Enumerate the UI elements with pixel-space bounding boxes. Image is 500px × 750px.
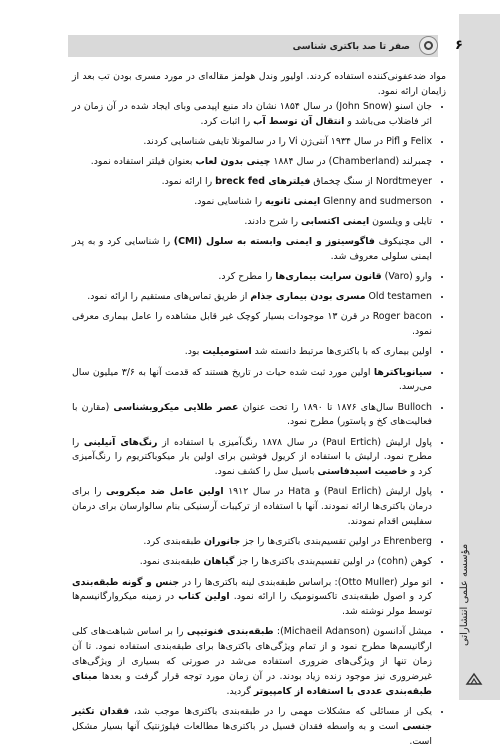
item-text: پاول ارلیش (Paul Erlich) و Hata در سال ۱۹۱۲ <box>223 486 433 498</box>
top-margin <box>0 0 500 14</box>
item-text: را ارائه نمود. <box>161 176 216 187</box>
bold-term: جانوران <box>203 536 241 548</box>
item-text: Glenny and sudmerson <box>320 196 432 208</box>
item-text: وارو (Varo) <box>381 271 432 283</box>
item-text: را شناسایی نمود. <box>194 196 265 208</box>
item-text: Old testamen <box>365 291 432 303</box>
item-text: را مطرح نمود. ارلیش با استفاده از کریول فوشین برای اولین بار میکوباکتریوم را رنگ‌آمیزی کرد و <box>72 436 432 478</box>
list-item <box>72 436 432 481</box>
item-text: Bulloch سال‌های ۱۸۷۶ تا ۱۸۹۰ را تحت عنوان <box>238 401 432 413</box>
item-text: میشل آدانسون (Michaeil Adanson): <box>273 626 432 638</box>
item-text: Ehrenberg در اولین تقسیم‌بندی باکتری‌ها را جز <box>240 536 432 548</box>
list-item <box>72 705 432 750</box>
bold-term: ایمنی ثانویه <box>265 196 321 208</box>
item-text: باسیل سل را کشف نمود. <box>214 466 318 478</box>
list-item <box>72 135 432 150</box>
intro-paragraph: مواد ضدعفونی‌کننده استفاده کردند. اولیور وندل هولمز مقاله‌ای در مورد مسری بودن تب بعد از زایمان ارائه نمود. <box>72 71 446 97</box>
list-item <box>72 270 432 285</box>
list-item <box>72 576 432 621</box>
list-item <box>72 100 432 130</box>
item-text: را اثبات کرد. <box>200 115 254 127</box>
bold-term: ایمنی اکتسابی <box>301 216 370 228</box>
publisher-logo-icon <box>419 36 438 55</box>
list-item <box>72 155 432 170</box>
list-item <box>72 555 432 570</box>
bold-term: فاگوسیتوز و ایمنی وابسته به سلول (CMI) <box>173 236 375 248</box>
bold-term: استومیلیت <box>202 346 252 358</box>
history-list <box>72 100 446 750</box>
list-item <box>72 625 432 700</box>
item-text: Roger bacon در قرن ۱۳ موجودات بسیار کوچک غیر قابل مشاهده را عامل بیماری معرفی نمود. <box>72 311 432 338</box>
list-item <box>72 485 432 530</box>
item-text: بعنوان فیلتر استفاده نمود. <box>90 155 196 167</box>
bold-term: سیانوباکترها <box>373 366 432 378</box>
item-text: کوهن (cohn) در اولین تقسیم‌بندی باکتری‌ها را جز <box>234 556 432 568</box>
bold-term: مبنای طبقه‌بندی عددی با استفاده از کامپیوتر <box>72 671 432 698</box>
bold-term: جنس و گونه طبقه‌بندی <box>72 576 180 588</box>
page-number: ۶ <box>455 38 463 53</box>
bold-term: عصر طلایی میکروبشناسی <box>113 401 239 413</box>
publisher-mark-icon <box>465 672 483 686</box>
item-text: است و به واسطه فقدان فسیل در باکتری‌ها مطالعات فیلوژنتیک آنها بسیار مشکل است. <box>72 721 432 747</box>
bold-term: اولین عامل ضد میکروبی <box>105 486 224 498</box>
page-content <box>72 70 446 747</box>
item-text: را مطرح کرد. <box>218 271 276 283</box>
item-text: Nordtmeyer از سنگ چخماق <box>310 176 432 187</box>
item-text: طبقه‌بندی نمود. <box>139 556 204 568</box>
bold-term: اولین کتاب <box>178 591 230 603</box>
item-text: کرد و اصول طبقه‌بندی تاکسونومیک را ارائه نمود. <box>229 591 432 603</box>
list-item <box>72 366 432 396</box>
item-text: پاول ارلیش (Paul Ertich) در سال ۱۸۷۸ رنگ‌آمیزی با استفاده از <box>157 436 433 448</box>
bold-term: انتقال آن توسط آب <box>253 115 345 127</box>
item-text: (مقارن با فعالیت‌های کخ و پاستور) مطرح نمود. <box>72 401 432 428</box>
bold-term: چینی بدون لعاب <box>195 155 271 167</box>
item-text: اتو مولر (Otto Muller): براساس طبقه‌بندی لینه باکتری‌ها را در <box>179 576 432 588</box>
item-text: گردید. <box>226 686 254 698</box>
item-text: Felix و Pifl در سال ۱۹۳۴ آنتی‌ژن Vi را در سالمونلا تایفی شناسایی کردند. <box>143 135 432 147</box>
bold-term: گیاهان <box>203 556 235 568</box>
item-text: را شناسایی کرد و به پدر ایمنی سلولی معروف شد. <box>72 236 432 263</box>
list-item <box>72 235 432 265</box>
bold-term: مسری بودن بیماری جذام <box>250 291 366 303</box>
list-item <box>72 345 432 360</box>
item-text: الی مچنیکوف <box>374 236 432 248</box>
bold-term: طبقه‌بندی فنوتیپی <box>186 626 274 638</box>
list-item <box>72 535 432 550</box>
list-item <box>72 215 432 230</box>
publisher-side-label: مؤسسه علمی انتشاراتی <box>459 543 470 647</box>
bold-term: قانون سرایت بیماری‌ها <box>275 271 382 283</box>
item-text: اولین بیماری که با باکتری‌ها مرتبط دانسته شد <box>251 346 432 358</box>
list-item <box>72 310 432 340</box>
item-text: تایلی و ویلسون <box>369 216 432 228</box>
bold-term: خاصیت اسیدفاستی <box>317 466 408 478</box>
item-text: جان اسنو (John Snow) در سال ۱۸۵۴ نشان داد منبع اپیدمی وبای ایجاد شده در آن زمان در اثر فاضلاب می‌باشد و <box>72 100 432 127</box>
item-text: از طریق تماس‌های مستقیم را ارائه نمود. <box>87 291 251 303</box>
item-text: را برای درمان باکتری‌ها ارائه نمودند. آنها با استفاده از ترکیبات آرسنیکی بنام سالوارسان برای درمان سفلیس اقدام نمودند. <box>72 486 432 528</box>
bold-term: رنگ‌های آنیلینی <box>83 436 158 448</box>
item-text: چمبرلند (Chamberland) در سال ۱۸۸۴ <box>270 155 432 167</box>
item-text: اولین مورد ثبت شده حیات در تاریخ هستند که قدمت آنها به ۳/۶ میلیون سال می‌رسد. <box>72 366 432 393</box>
book-title: صفر تا صد باکتری شناسی <box>292 42 410 52</box>
item-text: را شرح دادند. <box>244 216 302 228</box>
list-item <box>72 401 432 431</box>
list-item <box>72 175 432 190</box>
bold-term: فیلترهای breck fed <box>215 176 311 187</box>
list-item <box>72 195 432 210</box>
item-text: یکی از مسائلی که مشکلات مهمی را در طبقه‌بندی باکتری‌ها موجب شد، <box>129 706 432 718</box>
list-item <box>72 290 432 305</box>
item-text: بود. <box>184 346 203 358</box>
bold-term: فقدان تکثیر جنسی <box>72 706 432 733</box>
item-text: در زمینه میکروارگانیسم‌ها توسط مولر نوشته شد. <box>72 591 432 618</box>
item-text: طبقه‌بندی کرد. <box>143 536 204 548</box>
item-text: را بر اساس شباهت‌های کلی ارگانیسم‌ها مطرح نمود و از تمام ویژگی‌های باکتری‌ها برای طبقه‌بندی استفاده نمود. تا آن زمان تنها از ویژگی‌های ضروری استفاده می‌شد در صورتی که بسیاری از ویژگی‌های غیرضروری نیز موجود زنده زیاد بودند. در آن زمان مورد توجه قرار گرفت و بعدها <box>72 626 432 683</box>
